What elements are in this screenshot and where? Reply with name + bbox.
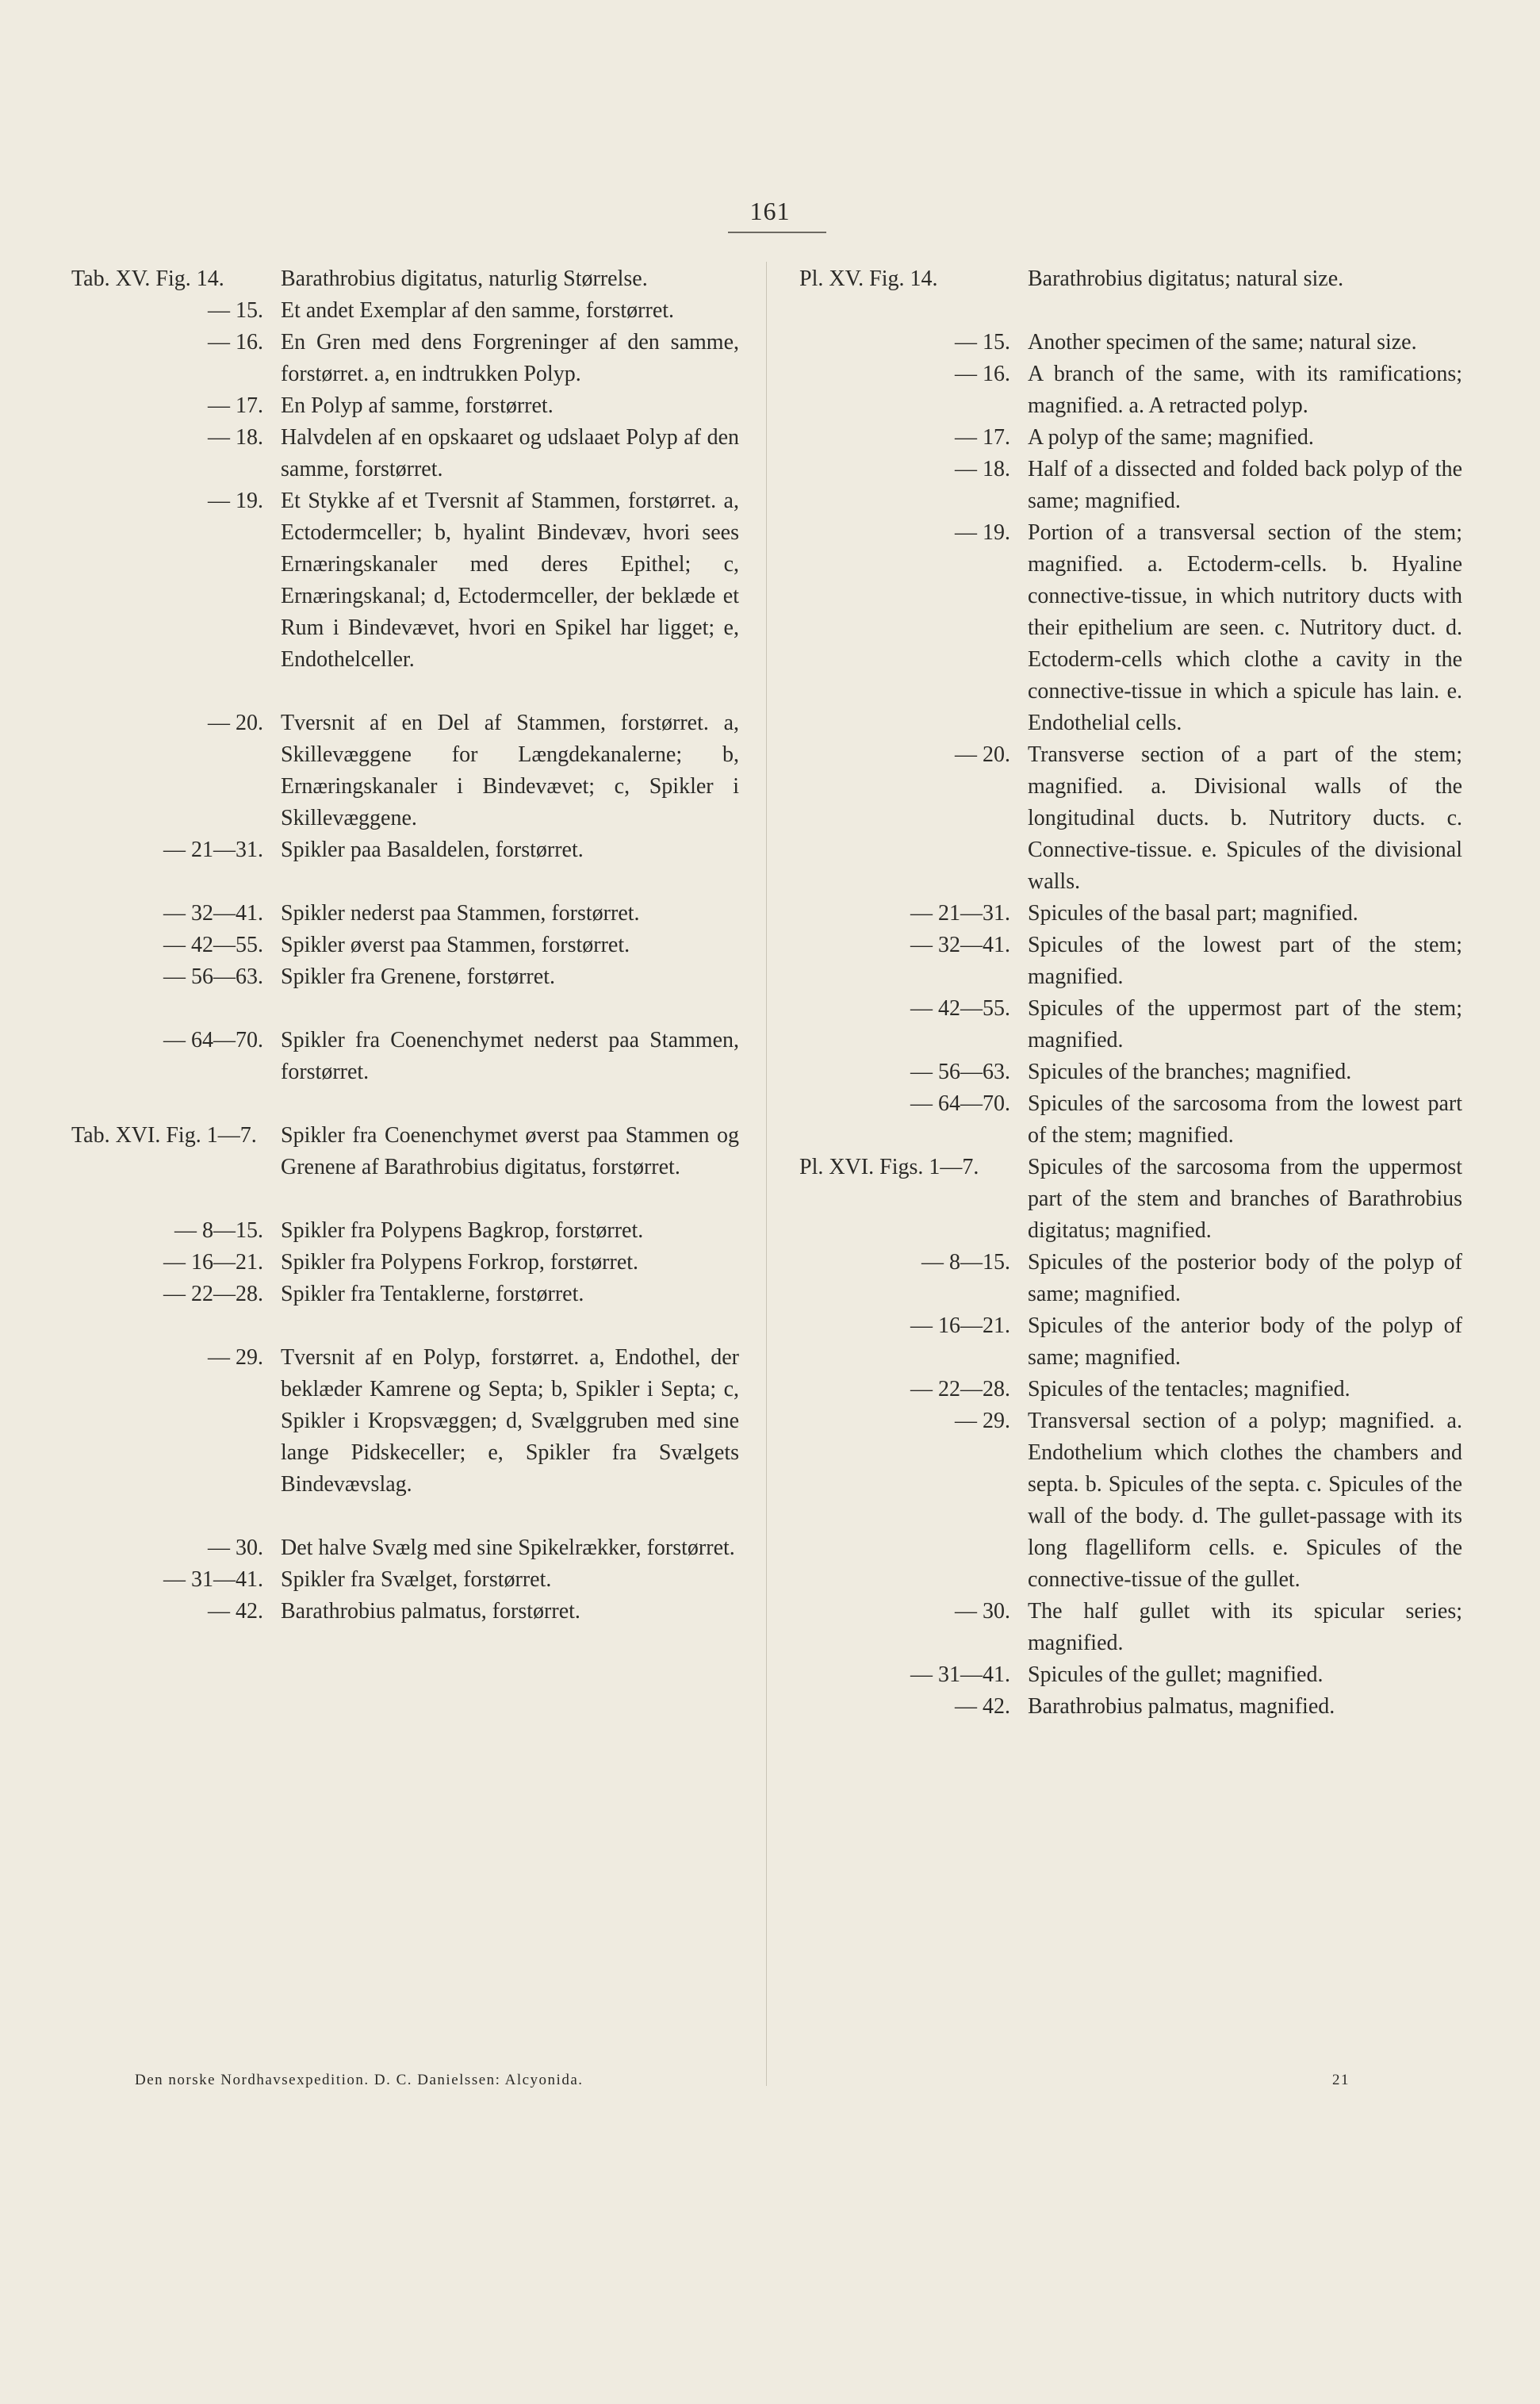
page-number: 161 bbox=[749, 197, 791, 225]
footer-series-title: Den norske Nordhavsexpedition. D. C. Danielssen: Alcyonida. bbox=[135, 2072, 584, 2088]
figure-caption: Another specimen of the same; natural size. bbox=[1028, 330, 1417, 355]
figure-caption: Spikler paa Basaldelen, forstørret. bbox=[281, 838, 584, 862]
figure-caption: Det halve Svælg med sine Spikelrækker, forstørret. bbox=[281, 1536, 735, 1560]
figure-caption: Spikler fra Coenenchymet øverst paa Stammen og Grenene af Barathrobius digitatus, forstørret. bbox=[281, 1123, 739, 1179]
figure-entry bbox=[799, 1152, 1462, 1247]
figure-entry bbox=[799, 358, 1462, 422]
figure-entry bbox=[71, 930, 739, 961]
figure-caption: Spicules of the sarcosoma from the lowest part of the stem; magnified. bbox=[1028, 1091, 1462, 1148]
figure-label: — 64—70. bbox=[910, 1091, 1010, 1116]
figure-entry bbox=[71, 390, 739, 422]
block-gap bbox=[799, 295, 1462, 327]
figure-caption: Spicules of the uppermost part of the stem; magnified. bbox=[1028, 996, 1462, 1052]
figure-entry bbox=[71, 485, 739, 676]
figure-label: — 21—31. bbox=[163, 838, 263, 862]
column-divider bbox=[766, 262, 767, 2086]
figure-caption: Spikler fra Polypens Bagkrop, forstørret. bbox=[281, 1218, 644, 1243]
figure-caption: Spicules of the gullet; magnified. bbox=[1028, 1662, 1324, 1687]
figure-entry bbox=[799, 263, 1462, 295]
figure-caption: Portion of a transversal section of the stem; magnified. a. Ectoderm-cells. b. Hyaline connective-tissue, in which nutritory ducts with their epithelium are seen. c. Nutritory duct. d. Ectoderm-cells which clothe a cavity in the connective-tissue in which a spicule has lain. e. Endothelial cells. bbox=[1028, 520, 1462, 735]
figure-caption: Spikler nederst paa Stammen, forstørret. bbox=[281, 901, 640, 926]
figure-caption: Et Stykke af et Tversnit af Stammen, forstørret. a, Ectodermceller; b, hyalint Bindevæv, hvori sees Ernæringskanaler med deres Epithel; c, Ernæringskanal; d, Ectodermceller, der beklæde et Rum i Bindevævet, hvori en Spikel har ligget; e, Endothelceller. bbox=[281, 489, 739, 672]
figure-label: — 31—41. bbox=[163, 1567, 263, 1592]
figure-entry bbox=[799, 1374, 1462, 1405]
figure-caption: Spicules of the sarcosoma from the uppermost part of the stem and branches of Barathrobius digitatus; magnified. bbox=[1028, 1155, 1462, 1243]
figure-caption: Et andet Exemplar af den samme, forstørret. bbox=[281, 298, 675, 323]
figure-entry bbox=[71, 295, 739, 327]
figure-entry bbox=[71, 1596, 739, 1628]
block-gap bbox=[71, 866, 739, 898]
figure-entry bbox=[799, 930, 1462, 993]
figure-label: Tab. XVI. Fig. 1—7. bbox=[71, 1123, 257, 1148]
block-gap bbox=[71, 1183, 739, 1215]
figure-entry bbox=[799, 1691, 1462, 1723]
figure-label: — 22—28. bbox=[910, 1377, 1010, 1401]
figure-entry bbox=[799, 1247, 1462, 1310]
figure-label: — 29. bbox=[955, 1409, 1010, 1433]
figure-caption: Barathrobius palmatus, forstørret. bbox=[281, 1599, 580, 1624]
figure-entry bbox=[71, 1120, 739, 1183]
figure-label: — 18. bbox=[208, 425, 263, 450]
figure-label: — 16. bbox=[955, 362, 1010, 386]
figure-caption: Spikler fra Grenene, forstørret. bbox=[281, 964, 555, 989]
block-gap bbox=[71, 1310, 739, 1342]
figure-caption: Spicules of the branches; magnified. bbox=[1028, 1060, 1352, 1084]
figure-label: — 17. bbox=[208, 393, 263, 418]
figure-caption: Spikler øverst paa Stammen, forstørret. bbox=[281, 933, 630, 957]
figure-label: — 30. bbox=[955, 1599, 1010, 1624]
figure-caption: Half of a dissected and folded back polyp of the same; magnified. bbox=[1028, 457, 1462, 513]
figure-caption: Spicules of the posterior body of the polyp of same; magnified. bbox=[1028, 1250, 1462, 1306]
block-gap bbox=[71, 1088, 739, 1120]
figure-caption: En Polyp af samme, forstørret. bbox=[281, 393, 554, 418]
danish-column bbox=[71, 263, 739, 1628]
figure-caption: Spikler fra Coenenchymet nederst paa Stammen, forstørret. bbox=[281, 1028, 739, 1084]
figure-label: — 20. bbox=[955, 742, 1010, 767]
figure-label: — 21—31. bbox=[910, 901, 1010, 926]
figure-entry bbox=[799, 1056, 1462, 1088]
figure-label: — 56—63. bbox=[163, 964, 263, 989]
figure-caption: Tversnit af en Polyp, forstørret. a, Endothel, der beklæder Kamrene og Septa; b, Spikler i Septa; c, Spikler i Kropsvæggen; d, Svælggruben med sine lange Pidskeceller; e, Spikler fra Svælgets Bindevævslag. bbox=[281, 1345, 739, 1497]
figure-label: Pl. XV. Fig. 14. bbox=[799, 266, 938, 291]
figure-entry bbox=[71, 834, 739, 866]
figure-entry bbox=[799, 327, 1462, 358]
figure-label: — 16. bbox=[208, 330, 263, 355]
figure-label: — 42—55. bbox=[910, 996, 1010, 1021]
figure-caption: A polyp of the same; magnified. bbox=[1028, 425, 1314, 450]
figure-label: — 56—63. bbox=[910, 1060, 1010, 1084]
figure-entry bbox=[71, 1532, 739, 1564]
figure-label: — 42—55. bbox=[163, 933, 263, 957]
figure-entry bbox=[799, 993, 1462, 1056]
figure-entry bbox=[71, 327, 739, 390]
figure-label: — 30. bbox=[208, 1536, 263, 1560]
figure-label: — 8—15. bbox=[921, 1250, 1010, 1275]
figure-label: — 32—41. bbox=[910, 933, 1010, 957]
figure-label: — 15. bbox=[955, 330, 1010, 355]
figure-caption: Halvdelen af en opskaaret og udslaaet Polyp af den samme, forstørret. bbox=[281, 425, 739, 481]
figure-entry bbox=[71, 1247, 739, 1279]
figure-entry bbox=[799, 1659, 1462, 1691]
block-gap bbox=[71, 1501, 739, 1532]
figure-label: — 32—41. bbox=[163, 901, 263, 926]
figure-label: Pl. XVI. Figs. 1—7. bbox=[799, 1155, 979, 1179]
figure-label: — 64—70. bbox=[163, 1028, 263, 1052]
figure-entry bbox=[799, 739, 1462, 898]
figure-caption: Spicules of the tentacles; magnified. bbox=[1028, 1377, 1350, 1401]
figure-caption: Transverse section of a part of the stem; magnified. a. Divisional walls of the longitudinal ducts. b. Nutritory ducts. c. Connective-tissue. e. Spicules of the divisional walls. bbox=[1028, 742, 1462, 894]
figure-caption: The half gullet with its spicular series; magnified. bbox=[1028, 1599, 1462, 1655]
figure-entry bbox=[71, 263, 739, 295]
figure-label: — 31—41. bbox=[910, 1662, 1010, 1687]
figure-caption: Spikler fra Polypens Forkrop, forstørret. bbox=[281, 1250, 639, 1275]
figure-caption: Transversal section of a polyp; magnified. a. Endothelium which clothes the chambers and septa. b. Spicules of the septa. c. Spicules of the wall of the body. d. The gullet-passage with its long flagelliform cells. e. Spicules of the connective-tissue of the gullet. bbox=[1028, 1409, 1462, 1592]
figure-label: — 15. bbox=[208, 298, 263, 323]
figure-caption: Tversnit af en Del af Stammen, forstørret. a, Skillevæggene for Længdekanalerne; b, Ernæringskanaler i Bindevævet; c, Spikler i Skillevæggene. bbox=[281, 711, 739, 830]
english-column bbox=[799, 263, 1462, 1723]
figure-label: — 42. bbox=[208, 1599, 263, 1624]
figure-entry bbox=[71, 1025, 739, 1088]
figure-label: — 19. bbox=[955, 520, 1010, 545]
figure-label: Tab. XV. Fig. 14. bbox=[71, 266, 224, 291]
figure-label: — 8—15. bbox=[174, 1218, 263, 1243]
figure-entry bbox=[71, 1564, 739, 1596]
figure-caption: Barathrobius palmatus, magnified. bbox=[1028, 1694, 1335, 1719]
figure-entry bbox=[71, 898, 739, 930]
footer-signature-mark: 21 bbox=[1332, 2072, 1350, 2088]
figure-entry bbox=[71, 961, 739, 993]
block-gap bbox=[71, 993, 739, 1025]
figure-label: — 18. bbox=[955, 457, 1010, 481]
figure-label: — 16—21. bbox=[163, 1250, 263, 1275]
figure-caption: Barathrobius digitatus, naturlig Størrelse. bbox=[281, 266, 648, 291]
figure-caption: Spikler fra Svælget, forstørret. bbox=[281, 1567, 552, 1592]
figure-entry bbox=[799, 422, 1462, 454]
figure-label: — 22—28. bbox=[163, 1282, 263, 1306]
figure-caption: Spikler fra Tentaklerne, forstørret. bbox=[281, 1282, 584, 1306]
figure-entry bbox=[71, 1342, 739, 1501]
figure-entry bbox=[71, 422, 739, 485]
figure-caption: Barathrobius digitatus; natural size. bbox=[1028, 266, 1344, 291]
figure-entry bbox=[799, 1405, 1462, 1596]
figure-caption: A branch of the same, with its ramifications; magnified. a. A retracted polyp. bbox=[1028, 362, 1462, 418]
figure-entry bbox=[71, 1215, 739, 1247]
figure-label: — 20. bbox=[208, 711, 263, 735]
figure-entry bbox=[799, 1310, 1462, 1374]
figure-label: — 16—21. bbox=[910, 1313, 1010, 1338]
figure-entry bbox=[799, 1088, 1462, 1152]
figure-entry bbox=[799, 1596, 1462, 1659]
figure-entry bbox=[799, 454, 1462, 517]
figure-caption: Spicules of the anterior body of the polyp of same; magnified. bbox=[1028, 1313, 1462, 1370]
figure-entry bbox=[799, 517, 1462, 739]
page-number-rule bbox=[728, 232, 826, 233]
figure-entry bbox=[71, 707, 739, 834]
figure-entry bbox=[799, 898, 1462, 930]
figure-label: — 29. bbox=[208, 1345, 263, 1370]
figure-caption: En Gren med dens Forgreninger af den samme, forstørret. a, en indtrukken Polyp. bbox=[281, 330, 739, 386]
figure-label: — 19. bbox=[208, 489, 263, 513]
figure-caption: Spicules of the basal part; magnified. bbox=[1028, 901, 1358, 926]
figure-label: — 17. bbox=[955, 425, 1010, 450]
figure-label: — 42. bbox=[955, 1694, 1010, 1719]
figure-caption: Spicules of the lowest part of the stem; magnified. bbox=[1028, 933, 1462, 989]
figure-entry bbox=[71, 1279, 739, 1310]
block-gap bbox=[71, 676, 739, 707]
